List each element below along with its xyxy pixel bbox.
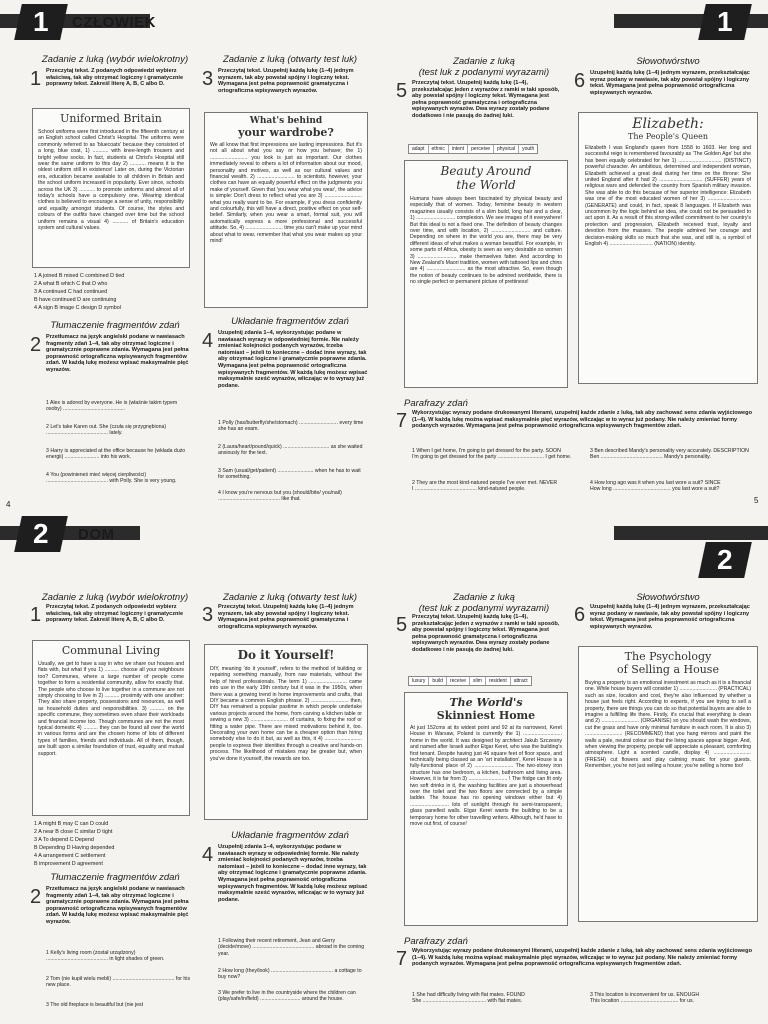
unit-number-badge: 2 [698,542,752,578]
option-row[interactable]: 4 A arrangement C settlement [34,853,106,859]
ex3-text-box [204,112,368,308]
ex5-text-title-2: the World [456,178,516,192]
ex3-text-title: Do it Yourself! [237,648,335,662]
ex6-number: 6 [574,604,586,626]
ex2-item[interactable]: 2 Tom (nie kupił wielu mebli) ........................................... for his new place. [46,976,191,989]
ex7-item[interactable]: 3 Ben described Mandy's personality very accurately. DESCRIPTION Ben ........................................... Mandy's personality. [590,448,749,461]
unit-title: CZŁOWIEK [72,14,156,31]
ex2-item[interactable]: 4 You (powinieneś mieć więcej cierpliwości) ........................................... with Polly. She is very young. [46,472,177,485]
ex1-text: Usually, we get to have a say in who we share our houses and flats with, but what if you 1) .......... choose all your neighbours too? Communes, where a large number of people come together to form a residential community, allow for exactly that. The people who choose to live together in a commune are not simply choosing to live in 2) .......... proximity with one another: They also share property, possessions and resources, as well as household duties and responsibilities. 3) .......... on the specific commune, they sometimes even share their workloads and financial income too. Though communes are not the most typical domestic 4) .......... they can be found all over the world in various forms and are the chosen home of lots of different types of families, friends and individuals. All of them, though, are built upon a similar foundation of trust, equality and mutual support. [38,661,184,757]
ex5-section: Zadanie z luką [453,56,515,67]
ex3-text-box [204,644,368,820]
ex1-section: Zadanie z luką (wybór wielokrotny) [41,592,189,603]
ex4-item[interactable]: 1 Following their recent retirement, Jean and Gerry (decide/move) ........................................... abroad in the coming year. [218,938,365,957]
word: physical [494,145,519,153]
page-number: 5 [754,496,759,505]
option-row[interactable]: 1 A might B may C can D could [34,821,109,827]
ex6-section: Słowotwórstwo [636,56,700,67]
ex7-section: Parafrazy zdań [404,936,468,947]
ex7-item[interactable]: 4 How long ago was it when you last wore a suit? SINCE How long ........................................ you last wore a suit? [590,480,721,493]
option-row[interactable]: B improvement D agreement [34,861,103,867]
ex5-section: Zadanie z luką [453,592,515,603]
ex7-section: Parafrazy zdań [404,398,468,409]
ex6-text-box [578,646,758,922]
ex2-instruction: Przetłumacz na język angielski podane w nawiasach fragmenty zdań 1–4, tak aby otrzymać logiczne i gramatycznie poprawne zdania. Wymagana jest pełna poprawność ortograficzna wpisywanych fragmentów zdań. W każdą lukę możesz wpisać maksymalnie pięć wyrazów. [46,886,189,925]
ex6-number: 6 [574,70,586,92]
unit-number-badge: 1 [14,4,68,40]
word: slim [470,677,486,685]
ex1-text-title: Uniformed Britain [60,112,162,125]
ex4-section: Układanie fragmentów zdań [231,316,349,327]
header-stripe [614,526,768,540]
option-row[interactable]: 2 A what B which C that D who [34,281,108,287]
ex1-section: Zadanie z luką (wybór wielokrotny) [41,54,189,65]
ex7-item[interactable]: 1 She had difficulty living with flat mates. FOUND She ............................................ with flat mates. [412,992,525,1005]
word: ethnic [429,145,449,153]
page-4 [0,0,385,513]
ex7-item[interactable]: 2 They are the most kind-natured people I've ever met. NEVER I ........................................... kind-natured people. [412,480,558,493]
ex5-text: Humans have always been fascinated by physical beauty and especially that of women. Today, feminine beauty in western magazines usually consists of a slim build, long hair and a clear, 1) ........................... complexion. We see images of it everywhere! But this ideal is not a fixed one. The definition of beauty changes over time, and with location, 2) ........................... and culture. Depending on where in the world you are, there may be very different ideas of what makes a woman beautiful. For example, in some parts of Africa, obesity is seen as very desirable so women 3) ........................... make themselves fatter. And according to New Zealand's Maori tradition, women with tattooed lips and chins are 4) ........................... as the most attractive. So, even though the notion of beauty continues to be admired worldwide, there is no single perfect or permanent picture of prettiness! [410,196,562,286]
page-5 [384,0,768,513]
ex2-number: 2 [30,886,42,908]
ex2-section: Tłumaczenie fragmentów zdań [50,872,180,883]
ex5-text-title-2: Skinniest Home [436,709,536,722]
ex3-number: 3 [202,68,214,90]
ex3-text-title: What's behind [249,116,323,126]
ex1-options [34,272,194,312]
ex3-number: 3 [202,604,214,626]
ex6-text-title: The Psychology [624,650,712,663]
ex5-number: 5 [396,614,408,636]
ex3-instruction: Przeczytaj tekst. Uzupełnij każdą lukę (1–4) jednym wyrazem, tak aby powstał spójny i logiczny tekst. Wymagana jest pełna poprawność gramatyczna i ortograficzna wpisywanych wyrazów. [218,68,354,94]
ex5-instruction: Przeczytaj tekst. Uzupełnij każdą lukę (1–4), przekształcając jeden z wyrazów z ramki w taki sposób, aby powstał spójny i logiczny tekst. Wymagana jest pełna poprawność gramatyczna i ortograficzna wpisywanych wyrazów. Dwa wyrazy zostały podane dodatkowo i nie pasują do żadnej luki. [412,614,560,653]
ex1-text-box [32,640,190,816]
ex2-item[interactable]: 2 Let's take Karen out. She (czuła się przygnębiona) ........................................... lately. [46,424,167,437]
option-row[interactable]: 4 A sign B image C design D symbol [34,305,121,311]
ex3-text-title-2: your wardrobe? [238,126,334,139]
ex4-number: 4 [202,330,214,352]
ex1-number: 1 [30,68,42,90]
ex2-item[interactable]: 3 Harry is appreciated at the office because he (wkłada dużo energii) ........................ into his work. [46,448,186,461]
ex5-section-sub: (test luk z podanymi wyrazami) [418,603,550,614]
unit-header [614,518,768,544]
ex5-text-title: The World's [449,696,523,709]
ex6-text: Buying a property is an emotional investment as much as it is a financial one. While house buyers will consider 1) .......................... (PRACTICAL) such as size, location and cost, they're also influenced by whether a house just feels right. According to experts, if you are trying to sell a property, there are things you can do so that potential buyers are able to imagine a fulfilling life there. Firstly, it's crucial that everything is clean and 2) .......................... (ORGANISE) so you should wash the windows, cut the grass and have only minimal furniture in each room. It is also 3) .......................... (RECOMMEND) that you hang mirrors and paint the walls a pale, neutral colour so that the living spaces appear bigger. And, when viewing the property, people will appreciate a pleasant, comforting atmosphere. Light a scented candle, display 4) .......................... (FRESH) cut flowers and play calming music for your guests. Remember, you're not just selling a house; you're selling a home too! [585,680,751,770]
ex5-text-title: Beauty Around [440,164,532,178]
word: adapt [409,145,429,153]
ex5-number: 5 [396,80,408,102]
ex6-text-title: Elizabeth: [632,116,704,132]
ex4-item[interactable]: 4 I know you're nervous but you (should/bite/ you/nail) ........................................... like that. [218,490,342,503]
ex2-item[interactable]: 1 Alex is adored by everyone. He is (właśnie takim typem osoby) ........................................... [46,400,178,413]
ex7-item[interactable]: 3 This location is inconvenient for us. ENOUGH This location ........................................ for us. [590,992,700,1005]
ex1-instruction: Przeczytaj tekst. Z podanych odpowiedzi wybierz właściwą, tak aby otrzymać logiczny i gramatycznie poprawny tekst. Zakreśl literę A, B, C albo D. [46,604,184,624]
ex1-text-title: Communal Living [61,644,161,657]
word: luxury [409,677,429,685]
word: intent [449,145,468,153]
ex7-instruction: Wykorzystując wyrazy podane drukowanymi literami, uzupełnij każde zdanie z luką, tak aby zachować sens zdania wyjściowego (1–4). W każdą lukę można wpisać maksymalnie pięć wyrazów, wliczając w to wyraz już podany. Nie należy zmieniać formy podanych wyrazów. Wymagana jest pełna poprawność ortograficzna wpisywanych fragmentów zdań. [412,948,752,968]
ex4-item[interactable]: 1 Polly (has/butterfly/she/stomach) ........................... every time she has an exam. [218,420,364,433]
ex3-section: Zadanie z luką (otwarty test luk) [222,592,358,603]
ex7-number: 7 [396,948,408,970]
option-row[interactable]: 3 A To depend C Depend [34,837,94,843]
word: resident [486,677,511,685]
ex1-instruction: Przeczytaj tekst. Z podanych odpowiedzi wybierz właściwą, tak aby otrzymać logiczny i gramatycznie poprawny tekst. Zakreśl literę A, B, C albo D. [46,68,184,88]
ex3-text: We all know that first impressions are lasting impressions. But it's not all about what you say or how you behave; the 1) .......................... you look is just as important. Our clothes immediately reveal to others a lot of information about our mood, personality and motives, as well as our cultural values and financial wealth. 2) .......................... to scientists, however, your clothes can have an equally powerful effect on the judgments you make of yourself. Given that 'you wear what you wear', the advice is simple: Don't dress to reflect what you are 3) .......................... what you really want to be. For example, if you dress confidently and colourfully, this will have a direct, positive effect on your self-belief. Similarly, when you wear a smart, formal suit, you will automatically express a more professional and successful attitude. So, 4) .......................... time you can't make up your mind about what to wear, remember that what you wear makes up your mind! [210,142,362,245]
ex6-text-title-2: of Selling a House [617,663,719,676]
word: attract [513,678,528,684]
ex7-item[interactable]: 1 When I get home, I'm going to get dressed for the party. SOON I'm going to get dressed for the party ................................ I get home. [412,448,572,461]
unit-title: DOM [78,526,115,543]
word: youth [522,146,535,152]
ex4-item[interactable]: 3 We prefer to live in the countryside where the children can (play/safe/in/field) ............................ around the house. [218,990,356,1003]
option-row[interactable]: 2 A near B close C similar D tight [34,829,113,835]
ex5-text-box [404,692,568,926]
option-row[interactable]: B have continued D are continuing [34,297,117,303]
ex6-text: Elizabeth I was England's queen from 1558 to 1603. Her long and successful reign is remembered favourably as 'The Golden Age' but she has been equally celebrated for her 1) .............................. (DISTINCT) powerful character. An ambitious, determined and independent woman, Elizabeth achieved a great deal during her time on the throne: She united England after it had 2) .............................. (SUFFER) years of religious wars and defended the country from Spanish military invasion. She was able to do this because of her superior intelligence: Elizabeth was one of the most educated women of her 3) .............................. (GENERATE) and could, in fact, speak 8 languages. If Elizabeth was uncommon by the logic behind an idea, she could not be persuaded to act upon it. As a result of this strong-willed commitment to her country's protection and progression, Elizabeth received trust, loyalty and devotion from the masses. The people admired her courage and decision-making skills so much that she was, and still is, a symbol of English 4) .............................. (NATION) identity. [585,145,751,248]
page-unit2-right [384,512,768,1024]
ex4-item[interactable]: 2 (Laura/heart/pound/quick) ................................ as she waited anxiously for the text. [218,444,363,457]
ex5-text-box [404,160,568,388]
ex7-instruction: Wykorzystując wyrazy podane drukowanymi literami, uzupełnij każde zdanie z luką, tak aby zachować sens zdania wyjściowego (1–4). W każdą lukę można wpisać maksymalnie pięć wyrazów, wliczając w to wyraz już podany. Nie należy zmieniać formy podanych wyrazów. Wymagana jest pełna poprawność ortograficzna wpisywanych fragmentów zdań. [412,410,752,430]
ex5-instruction: Przeczytaj tekst. Uzupełnij każdą lukę (1–4), przekształcając jeden z wyrazów z ramki w taki sposób, aby powstał spójny i logiczny tekst. Wymagana jest pełna poprawność gramatyczna i ortograficzna wpisywanych wyrazów. Dwa wyrazy zostały podane dodatkowo i nie pasują do żadnej luki. [412,80,560,119]
page-number: 4 [6,500,11,509]
ex6-instruction: Uzupełnij każdą lukę (1–4) jednym wyrazem, przekształcając wyraz podany w nawiasie, tak aby powstał spójny i logiczny tekst. Wymagana jest pełna poprawność ortograficzna wpisywanych wyrazów. [590,604,750,630]
ex4-number: 4 [202,844,214,866]
ex5-text: At just 152cms at its widest point and 92 at its narrowest, Keret House in Warsaw, Poland is currently the 1) ........................... home in the world. It was designed by architect Jakub Szczesny and named after Israeli author Etgar Keret, who was the building's first tenant. Despite having just 46 square feet of floor space, and technically being classed as an 'art installation', Keret House is a fully-functional place of 2) ........................... The two-storey iron structure has one bedroom, a kitchen, bathroom and living area. However, it is far from 3) ........................... ! The fridge can fit only two soft drinks in it, the washing facilities are just a showerhead over the toilet and the two floors are connected by a simple ladder. The house has no opening windows either but 4) ........................... lots of sunlight through its semi-transparent, glass panelled walls. Etgar Keret wants the building to be a temporary home for other travelling writers. Although, he'd have to move out first, of course! [410,725,562,828]
ex1-options [34,820,194,868]
word: build [429,677,447,685]
ex4-item[interactable]: 2 How long (they/look) ........................................... a cottage to buy now? [218,968,362,981]
ex4-instruction: Uzupełnij zdania 1–4, wykorzystując podane w nawiasach wyrazy w odpowiedniej formie. Nie należy zmieniać kolejności podanych wyrazów, trzeba natomiast – jeżeli to konieczne – dodać inne wyrazy, tak aby otrzymać logiczne i gramatycznie poprawne zdania. Wymagana jest pełna poprawność ortograficzna wpisywanych fragmentów. W każdą lukę możesz wpisać maksymalnie sześć wyrazów, wliczając w to wyrazy już podane. [218,330,368,389]
unit-number-badge: 1 [698,4,752,40]
ex1-text-box [32,108,190,268]
word: receive [447,677,470,685]
ex3-section: Zadanie z luką (otwarty test luk) [222,54,358,65]
ex4-item[interactable]: 3 Sam (usual/get/patient) ......................... when he has to wait for something. [218,468,361,481]
ex2-section: Tłumaczenie fragmentów zdań [50,320,180,331]
ex2-item[interactable]: 3 The old fireplace is beautiful but (nie jest [46,1002,144,1008]
option-row[interactable]: 3 A continued C had continued [34,289,108,295]
ex5-word-box [408,144,538,154]
page-unit2-left [0,512,385,1024]
ex7-number: 7 [396,410,408,432]
ex5-section-sub: (test luk z podanymi wyrazami) [418,67,550,78]
ex6-instruction: Uzupełnij każdą lukę (1–4) jednym wyrazem, przekształcając wyraz podany w nawiasie, tak aby powstał spójny i logiczny tekst. Wymagana jest pełna poprawność ortograficzna wpisywanych wyrazów. [590,70,750,96]
word: perceive [468,145,494,153]
ex6-text-box [578,112,758,384]
ex6-section: Słowotwórstwo [636,592,700,603]
unit-number-badge: 2 [14,516,68,552]
ex2-item[interactable]: 1 Kelly's living room (został urządzony) ........................................... in light shades of green. [46,950,165,963]
ex5-word-box [408,676,532,686]
ex1-text: School uniforms were first introduced in the fifteenth century at an English school called Christ's Hospital. The uniforms were commonly referred to as 'bluecoats' because they consisted of a long, blue coat, 1) ........... with knee-length trousers and bright yellow socks. In fact, students at Christ's Hospital still wear the same uniform to this day 2) ........... means it is the oldest uniform still in existence! Later on, during the Victorian era, education became available to all children in Britain and the school uniform increased in popularity. Ever since, schools across the UK 3) ........... to promote uniforms and almost all of today's schools have a compulsory one. Wearing identical clothes is believed to encourage a sense of unity, responsibility and equality amongst students. Of course, the styles and colours of the outfits have changed over time but the school uniform remains a visual 4) ........... of Britain's education system and cultural values. [38,129,184,232]
ex2-number: 2 [30,334,42,356]
option-row[interactable]: B Depending D Having depended [34,845,115,851]
ex6-text-subtitle: The People's Queen [628,132,708,141]
ex1-number: 1 [30,604,42,626]
option-row[interactable]: 1 A joined B mixed C combined D tied [34,273,125,279]
ex3-text: DIY, meaning 'do it yourself', refers to the method of building or repairing something manually, from raw materials, without the help of hired professionals. The term 1) .......................... came into use in the early 19th century but it was in the 1950s, when there was a growing trend in home improvements and crafts, that DIY became a common English phrase. 2) .......................... then, DIY has remained a popular pastime in which people undertake various projects around the home, from carving a kitchen table or sewing a new 3) .......................... of curtains, to fixing the roof or fitting a water pipe. There are mixed motivations behind it, too. Decorating your own home can be a cheaper option than hiring somebody else to do it but, as well as this, it 4) .......................... people to express their identities through a creative and hands-on process. The likelihood of mistakes may be greater but, when you've done it yourself, the rewards are too. [210,666,362,762]
ex4-instruction: Uzupełnij zdania 1–4, wykorzystując podane w nawiasach wyrazy w odpowiedniej formie. Nie należy zmieniać kolejności podanych wyrazów, trzeba natomiast – jeżeli to konieczne – dodać inne wyrazy, tak aby otrzymać logiczne i gramatycznie poprawne zdania. Wymagana jest pełna poprawność ortograficzna wpisywanych fragmentów. W każdą lukę możesz wpisać maksymalnie sześć wyrazów, wliczając w to wyrazy już podane. [218,844,368,903]
ex2-instruction: Przetłumacz na język angielski podane w nawiasach fragmenty zdań 1–4, tak aby otrzymać logiczne i gramatycznie poprawne zdania. Wymagana jest pełna poprawność ortograficzna wpisywanych fragmentów zdań. W każdą lukę możesz wpisać maksymalnie pięć wyrazów. [46,334,189,373]
ex3-instruction: Przeczytaj tekst. Uzupełnij każdą lukę (1–4) jednym wyrazem, tak aby powstał spójny i logiczny tekst. Wymagana jest pełna poprawność gramatyczna i ortograficzna wpisywanych wyrazów. [218,604,354,630]
ex4-section: Układanie fragmentów zdań [231,830,349,841]
